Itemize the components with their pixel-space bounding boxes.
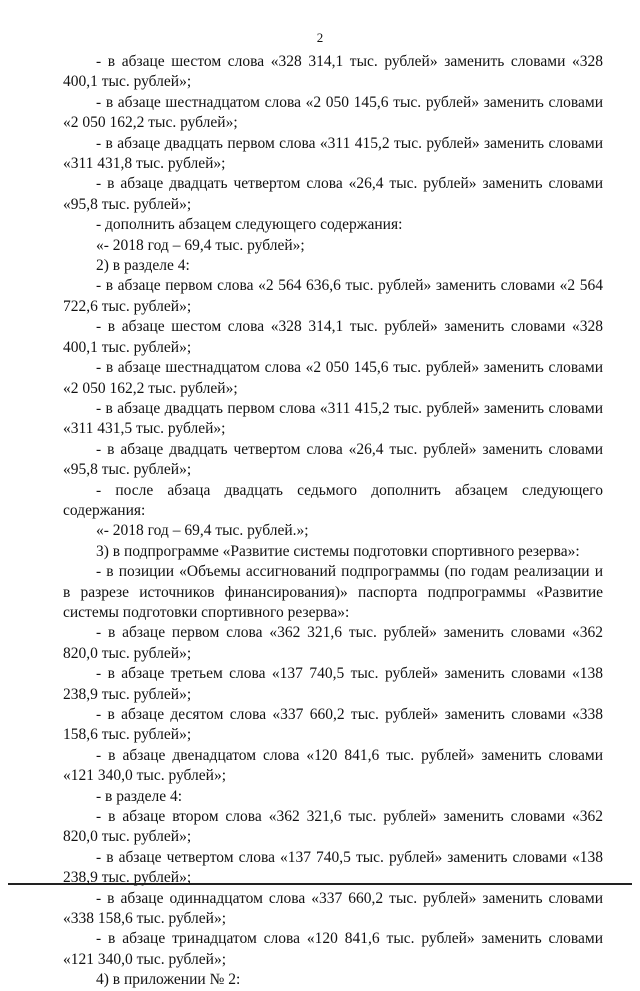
paragraph: - в абзаце двадцать первом слова «311 415,2 тыс. рублей» заменить словами «311 431,8 тыс. рублей»; (63, 134, 603, 173)
paragraph: - в абзаце четвертом слова «137 740,5 тыс. рублей» заменить словами «138 238,9 тыс. рублей»; (63, 848, 603, 887)
paragraph: - в абзаце первом слова «2 564 636,6 тыс. рублей» заменить словами «2 564 722,6 тыс. рублей»; (63, 277, 603, 315)
bottom-rule (8, 883, 632, 885)
paragraph: - в разделе 4: (96, 787, 183, 805)
paragraph: - в абзаце первом слова «362 321,6 тыс. рублей» заменить словами «362 820,0 тыс. рублей»; (63, 624, 603, 662)
paragraph: - в абзаце шестом слова «328 314,1 тыс. рублей» заменить словами «328 400,1 тыс. рублей»; (63, 318, 603, 356)
paragraph: - в абзаце двадцать четвертом слова «26,4 тыс. рублей» заменить словами «95,8 тыс. рублей»; (63, 440, 603, 479)
paragraph: - в абзаце одиннадцатом слова «337 660,2 тыс. рублей» заменить словами «338 158,6 тыс. рублей»; (63, 889, 603, 928)
paragraph: - в абзаце третьем слова «137 740,5 тыс. рублей» заменить словами «138 238,9 тыс. рублей»; (63, 665, 603, 703)
paragraph: - в абзаце втором слова «362 321,6 тыс. рублей» заменить словами «362 820,0 тыс. рублей»; (63, 808, 603, 846)
paragraph: - после абзаца двадцать седьмого дополнить абзацем следующего содержания: (63, 481, 603, 519)
document-body (63, 52, 603, 991)
paragraph: - в абзаце двенадцатом слова «120 841,6 тыс. рублей» заменить словами «121 340,0 тыс. рублей»; (63, 746, 603, 785)
paragraph: - в абзаце шестнадцатом слова «2 050 145,6 тыс. рублей» заменить словами «2 050 162,2 тыс. рублей»; (63, 93, 603, 132)
paragraph: - дополнить абзацем следующего содержания: (96, 216, 403, 234)
paragraph: 4) в приложении № 2: (96, 971, 241, 989)
paragraph: 2) в разделе 4: (96, 257, 190, 275)
page-number: 2 (316, 30, 324, 45)
paragraph: - в абзаце тринадцатом слова «120 841,6 тыс. рублей» заменить словами «121 340,0 тыс. рублей»; (63, 930, 603, 968)
paragraph: - в позиции «Объемы ассигнований подпрограммы (по годам реализации и в разрезе источников финансирования)» паспорта подпрограммы «Развитие системы подготовки спортивного резерва»: (63, 563, 603, 621)
paragraph: - в абзаце двадцать первом слова «311 415,2 тыс. рублей» заменить словами «311 431,5 тыс. рублей»; (63, 399, 603, 438)
paragraph: «- 2018 год – 69,4 тыс. рублей»; (96, 236, 305, 254)
paragraph: «- 2018 год – 69,4 тыс. рублей.»; (96, 522, 309, 540)
paragraph: - в абзаце двадцать четвертом слова «26,4 тыс. рублей» заменить словами «95,8 тыс. рублей»; (63, 175, 603, 213)
paragraph: - в абзаце десятом слова «337 660,2 тыс. рублей» заменить словами «338 158,6 тыс. рублей»; (63, 706, 603, 744)
paragraph: 3) в подпрограмме «Развитие системы подготовки спортивного резерва»: (96, 542, 580, 560)
paragraph: - в абзаце шестом слова «328 314,1 тыс. рублей» заменить словами «328 400,1 тыс. рублей»; (63, 53, 603, 91)
paragraph: - в абзаце шестнадцатом слова «2 050 145,6 тыс. рублей» заменить словами «2 050 162,2 тыс. рублей»; (63, 359, 603, 397)
